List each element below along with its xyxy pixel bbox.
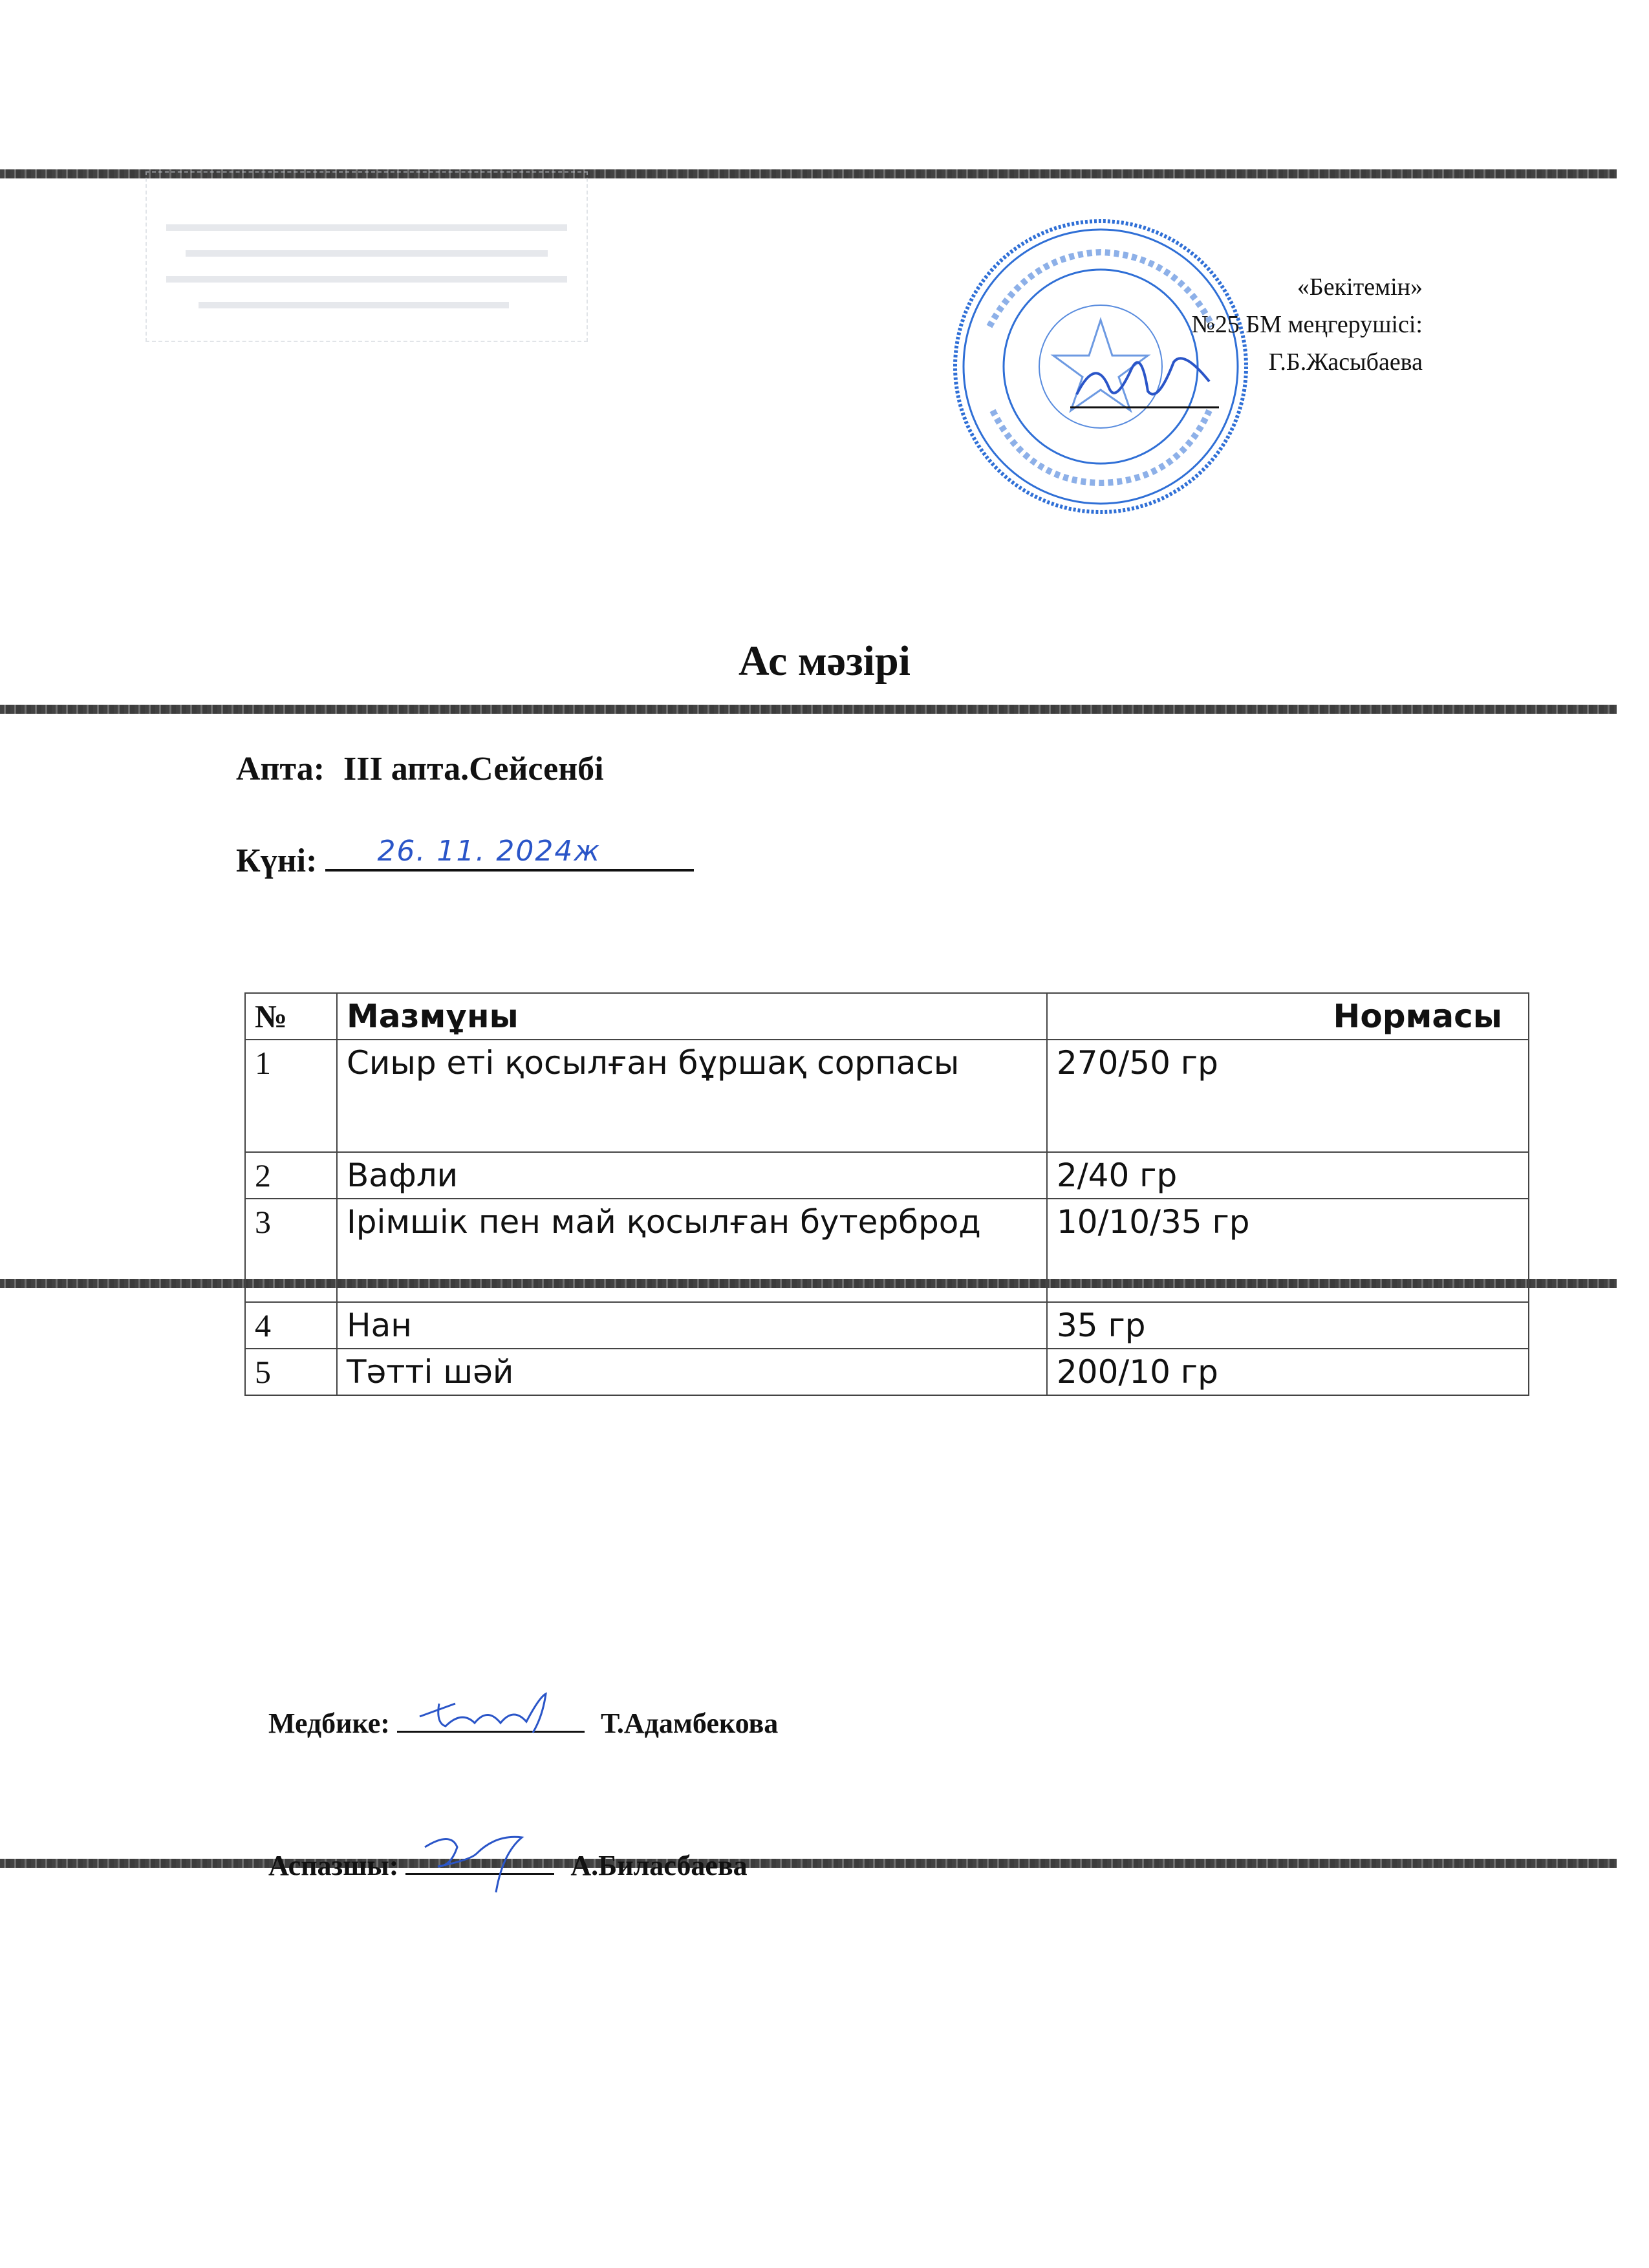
week-label: Апта: [236,751,325,787]
cook-signature-icon [412,1828,554,1899]
row-no: 4 [245,1302,337,1349]
scan-artifact-line [0,1859,1617,1868]
table-row [245,1152,1529,1199]
row-norm: 270/50 гр [1047,1040,1529,1152]
nurse-signature-icon [416,1691,572,1736]
row-norm: 2/40 гр [1047,1152,1529,1199]
row-name: Тәтті шәй [337,1349,1047,1395]
row-name: Сиыр еті қосылған бұршақ сорпасы [337,1040,1047,1152]
row-name: Вафли [337,1152,1047,1199]
row-norm: 35 гр [1047,1302,1529,1349]
nurse-signature-row [268,1707,778,1740]
row-no: 5 [245,1349,337,1395]
menu-table [244,992,1529,1396]
table-row [245,1349,1529,1395]
row-no: 1 [245,1040,337,1152]
row-name: Нан [337,1302,1047,1349]
cook-signature-line [405,1850,554,1875]
cook-label: Аспазшы: [268,1850,399,1881]
date-row [236,835,694,880]
header-norm: Нормасы [1047,993,1529,1040]
header-name: Мазмұны [337,993,1047,1040]
row-norm: 200/10 гр [1047,1349,1529,1395]
week-row [236,750,604,788]
nurse-name: Т.Адамбекова [600,1707,779,1739]
row-norm: 10/10/35 гр [1047,1199,1529,1302]
table-row [245,1040,1529,1152]
row-no: 2 [245,1152,337,1199]
row-no: 3 [245,1199,337,1302]
approval-line-1: «Бекітемін» [1297,273,1423,301]
nurse-signature-line [397,1707,585,1733]
scan-artifact-line [0,705,1617,714]
row-name: Ірімшік пен май қосылған бутерброд [337,1199,1047,1302]
faint-corner-stamp [146,171,588,342]
table-header-row [245,993,1529,1040]
table-row [245,1302,1529,1349]
date-label: Күні: [236,842,318,879]
header-no: № [245,993,337,1040]
date-field [325,835,694,872]
nurse-label: Медбике: [268,1707,390,1739]
week-value: III апта.Сейсенбі [343,751,604,787]
approval-line-3: Г.Б.Жасыбаева [1268,348,1423,376]
cook-signature-row [268,1849,748,1882]
date-handwritten: 26. 11. 2024ж [377,835,601,868]
cook-name: А.Биласбаева [570,1850,748,1881]
page-title: Ас мәзірі [738,637,911,685]
approval-line-2: №25 БМ меңгерушісі: [1191,311,1423,338]
table-row [245,1199,1529,1302]
head-signature-icon [1070,343,1219,414]
